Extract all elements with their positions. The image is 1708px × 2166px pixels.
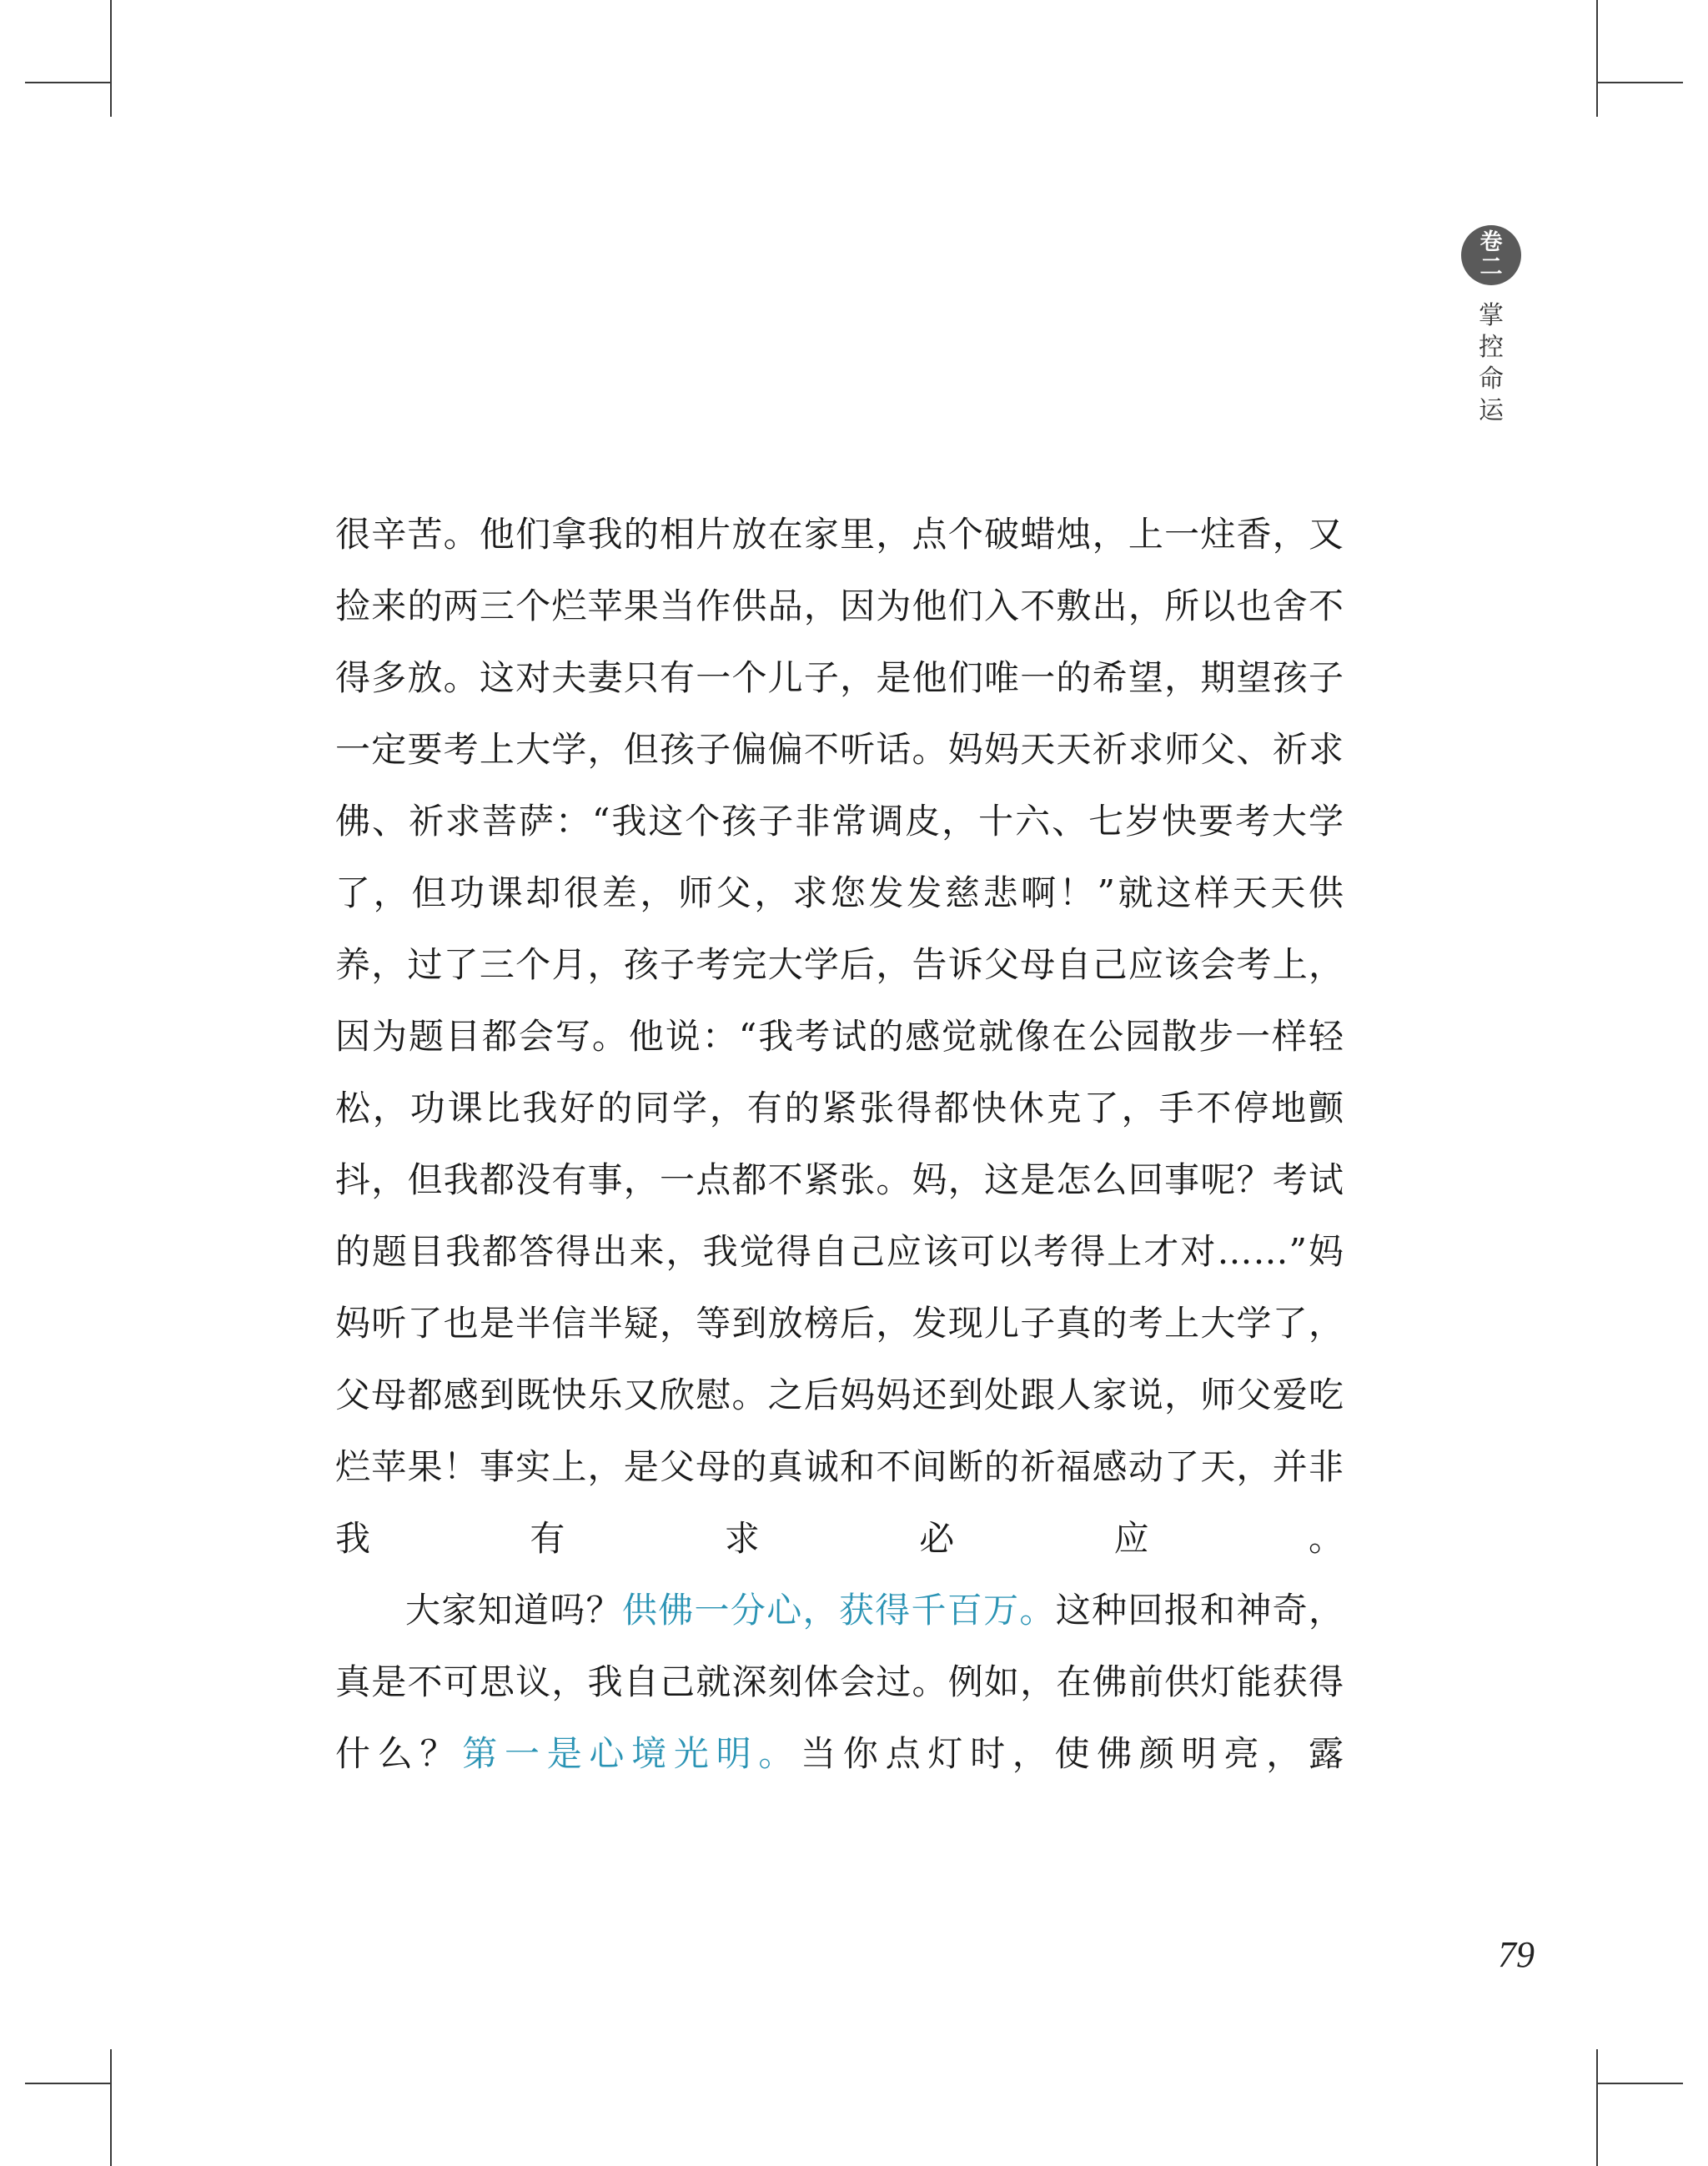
- chapter-title-char: 命: [1479, 364, 1504, 394]
- paragraph-1: 很辛苦。他们拿我的相片放在家里，点个破蜡烛，上一炷香，又捡来的两三个烂苹果当作供品，因为他们入不敷出，所以也舍不得多放。这对夫妻只有一个儿子，是他们唯一的希望，期望孩子一定要考上大学，但孩子偏偏不听话。妈妈天天祈求师父、祈求佛、祈求菩萨：“我这个孩子非常调皮，十六、七岁快要考大学了，但功课却很差，师父，求您发发慈悲啊！”就这样天天供养，过了三个月，孩子考完大学后，告诉父母自己应该会考上，因为题目都会写。他说：“我考试的感觉就像在公园散步一样轻松，功课比我好的同学，有的紧张得都快休克了，手不停地颤抖，但我都没有事，一点都不紧张。妈，这是怎么回事呢？考试的题目我都答得出来，我觉得自己应该可以考得上才对……”妈妈听了也是半信半疑，等到放榜后，发现儿子真的考上大学了，父母都感到既快乐又欣慰。之后妈妈还到处跟人家说，师父爱吃烂苹果！事实上，是父母的真诚和不间断的祈福感动了天，并非我有求必应。: [335, 514, 1344, 1559]
- crop-mark-top-right-v: [1596, 0, 1598, 117]
- crop-mark-top-right-h: [1596, 82, 1683, 83]
- chapter-side-tab: [1458, 225, 1525, 427]
- chapter-title-vertical: [1479, 300, 1504, 427]
- chapter-title-char: 掌: [1479, 301, 1504, 330]
- crop-mark-bottom-left-h: [25, 2083, 112, 2084]
- chapter-badge: [1461, 225, 1521, 285]
- body-text: [335, 499, 1344, 1790]
- crop-mark-bottom-right-v: [1596, 2049, 1598, 2166]
- paragraph-2-text-b: 这种回报和神奇，真是不可思议，我自己就深刻体会过。例如，在佛前供灯能获得什么？: [335, 1590, 1344, 1774]
- page-number: 79: [1498, 1934, 1535, 1975]
- crop-mark-top-left-h: [25, 82, 112, 83]
- chapter-badge-bottom: 二: [1479, 254, 1503, 280]
- chapter-badge-top: 卷: [1479, 229, 1503, 255]
- chapter-title-char: 运: [1479, 396, 1504, 425]
- crop-mark-top-left-v: [110, 0, 112, 117]
- crop-mark-bottom-right-h: [1596, 2083, 1683, 2084]
- chapter-title-char: 控: [1479, 333, 1504, 362]
- crop-mark-bottom-left-v: [110, 2049, 112, 2166]
- highlight-phrase-2: 第一是心境光明。: [462, 1733, 801, 1774]
- paragraph-2-text-c: 当你点灯时，使佛颜明亮，露: [801, 1733, 1344, 1774]
- highlight-phrase-1: 供佛一分心，获得千百万。: [621, 1590, 1056, 1631]
- paragraph-2-text-a: 大家知道吗？: [405, 1590, 622, 1631]
- paragraph-2: [335, 1575, 1344, 1790]
